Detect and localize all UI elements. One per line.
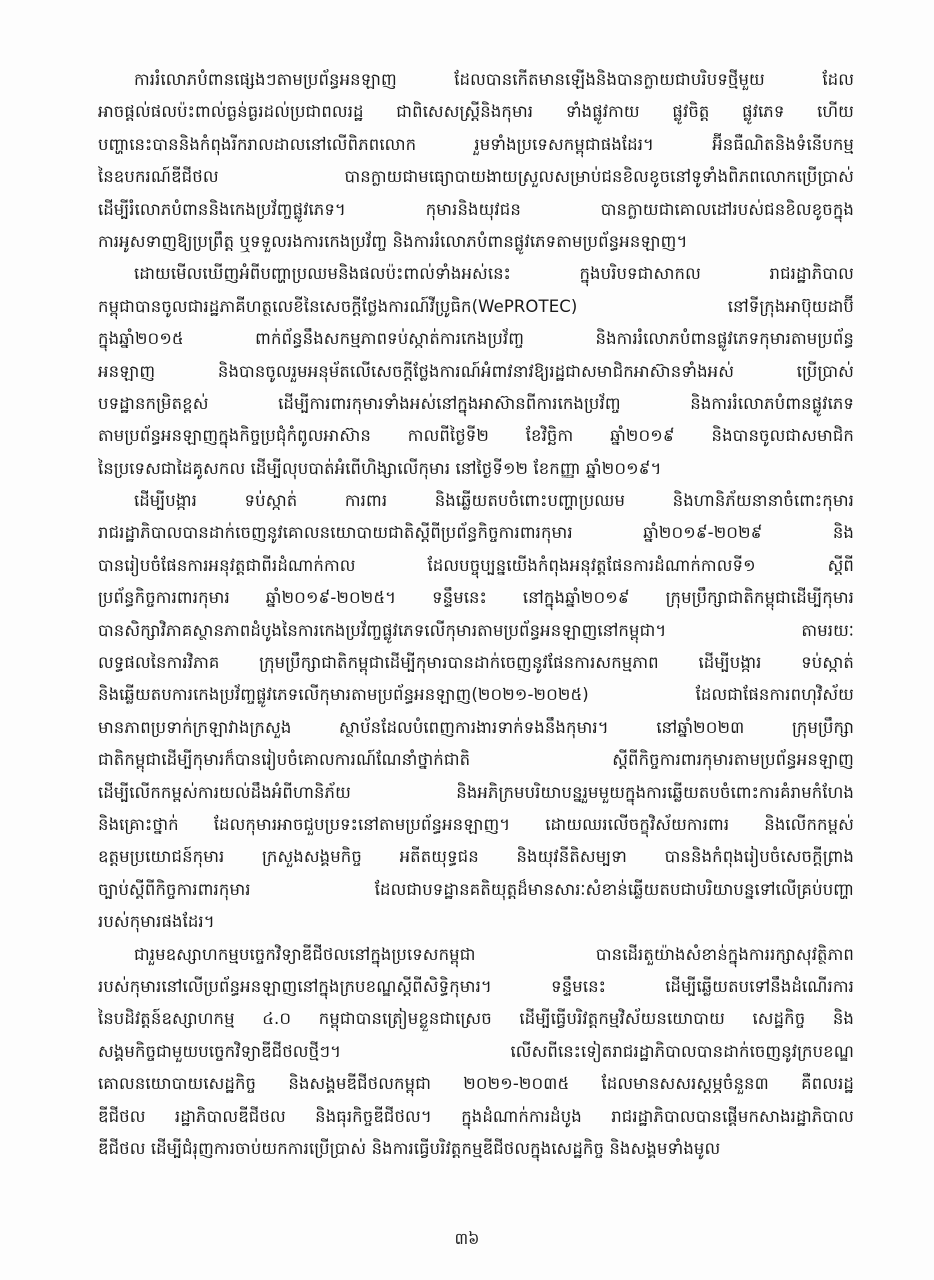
text-line: របស់កុមារផងដែរ។ — [98, 912, 215, 932]
text-line: ច្បាប់ស្តីពីកិច្ចការពារកុមារ ដែលជាបទដ្ឋានគតិយុត្តដ៏មានសារៈសំខាន់ឆ្លើយតបជាបរិយាបន្នទៅលើគ្រប់បញ្ហា — [98, 879, 854, 899]
page-number: ៣៦ — [454, 1229, 480, 1248]
text-line: សង្គមកិច្ចជាមួយបច្ចេកវិទ្យាឌីជីថលថ្មីៗ។ លើសពីនេះទៀតរាជរដ្ឋាភិបាលបានដាក់ចេញនូវក្របខណ្ឌ — [98, 1041, 854, 1061]
text-line: ដើម្បីលើកកម្ពស់ការយល់ដឹងអំពីហានិភ័យ និងអភិក្រមបរិយាបន្នរួមមួយក្នុងការឆ្លើយតបចំពោះការគំរាមកំហែង — [98, 782, 854, 802]
text-line: ឧត្តមប្រយោជន៍កុមារ ក្រសួងសង្គមកិច្ច អតីតយុទ្ធជន និងយុវនីតិសម្បទា បាននិងកំពុងរៀបចំសេចក្តីព្រាង — [98, 847, 854, 867]
text-line: និងឆ្លើយតបការកេងប្រវ័ញ្ចផ្លូវភេទលើកុមារតាមប្រព័ន្ធអនឡាញ(២០២១-២០២៥) ដែលជាផែនការពហុវិស័យ — [98, 685, 854, 705]
text-line: នៃឧបករណ៍ឌីជីថល បានក្លាយជាមធ្យោបាយងាយស្រួលសម្រាប់ជនខិលខូចនៅទូទាំងពិភពលោកប្រើប្រាស់ — [98, 167, 854, 187]
paragraph — [98, 485, 854, 938]
text-line: ដោយមើលឃើញអំពីបញ្ហាប្រឈមនិងផលប៉ះពាល់ទាំងអស់នេះ ក្នុងបរិបទជាសាកល រាជរដ្ឋាភិបាល — [134, 264, 854, 284]
text-line: អាចផ្តល់ផលប៉ះពាល់ធ្ងន់ធ្ងរដល់ប្រជាពលរដ្ឋ ជាពិសេសស្ត្រីនិងកុមារ ទាំងផ្លូវកាយ ផ្លូវចិត្ត ផ្លូវភេទ ហើយ — [98, 102, 854, 122]
text-line: អនឡាញ និងបានចូលរួមអនុម័តលើសេចក្តីថ្លែងការណ៍អំពាវនាវឱ្យរដ្ឋជាសមាជិកអាស៊ានទាំងអស់ ប្រើប្រាស់ — [98, 361, 854, 381]
text-line: កម្ពុជាបានចូលជារដ្ឋភាគីហត្ថលេខីនៃសេចក្តីថ្លែងការណ៍វីប្រូធិក(WePROTEC) នៅទីក្រុងអាប៊ុយដាប៊ី — [98, 296, 854, 316]
text-line: ឌីជីថល រដ្ឋាភិបាលឌីជីថល និងធុរកិច្ចឌីជីថល។ ក្នុងដំណាក់ការដំបូង រាជរដ្ឋាភិបាលបានផ្តើមកសាងរដ្ឋាភិបាល — [98, 1106, 854, 1126]
text-line: ជាតិកម្ពុជាដើម្បីកុមារក៏បានរៀបចំគោលការណ៍ណែនាំថ្នាក់ជាតិ ស្តីពីកិច្ចការពារកុមារតាមប្រព័ន្ធអនឡាញ — [98, 750, 854, 770]
text-line: បទដ្ឋានកម្រិតខ្ពស់ ដើម្បីការពារកុមារទាំងអស់នៅក្នុងអាស៊ានពីការកេងប្រវ័ញ្ច និងការរំលោភបំពានផ្លូវភេទ — [98, 393, 854, 413]
paragraph — [98, 258, 854, 485]
text-line: ប្រព័ន្ធកិច្ចការពារកុមារ ឆ្នាំ២០១៩-២០២៥។ ទន្ទឹមនេះ នៅក្នុងឆ្នាំ២០១៩ ក្រុមប្រឹក្សាជាតិកម្ពុជាដើម្បីកុមារ — [98, 588, 854, 608]
text-line: ឌីជីថល ដើម្បីជំរុញការចាប់យកការប្រើប្រាស់ និងការធ្វើបរិវត្តកម្មឌីជីថលក្នុងសេដ្ឋកិច្ច និងសង្គមទាំងមូល — [98, 1138, 721, 1158]
text-line: ជារួមឧស្សាហកម្មបច្ចេកវិទ្យាឌីជីថលនៅក្នុងប្រទេសកម្ពុជា បានដើរតួយ៉ាងសំខាន់ក្នុងការរក្សាសុវត្ថិភាព — [134, 944, 854, 964]
body-text — [98, 64, 854, 1165]
text-line: គោលនយោបាយសេដ្ឋកិច្ច និងសង្គមឌីជីថលកម្ពុជា ២០២១-២០៣៥ ដែលមានសសរស្តម្ភចំនួន៣ គឺពលរដ្ឋ — [98, 1074, 854, 1094]
text-line: បានសិក្សាវិភាគស្ថានភាពដំបូងនៃការកេងប្រវ័ញ្ចផ្លូវភេទលើកុមារតាមប្រព័ន្ធអនឡាញនៅកម្ពុជា។ តាមរយៈ — [98, 620, 854, 640]
text-line: បញ្ហានេះបាននិងកំពុងរីករាលដាលនៅលើពិភពលោក រួមទាំងប្រទេសកម្ពុជាផងដែរ។ អ៊ីនធឺណិតនិងទំនើបកម្ម — [98, 134, 854, 154]
text-line: និងគ្រោះថ្នាក់ ដែលកុមារអាចជួបប្រទះនៅតាមប្រព័ន្ធអនឡាញ។ ដោយឈរលើចក្ខុវិស័យការពារ និងលើកកម្ពស់ — [98, 814, 854, 834]
text-line: មានភាពប្រទាក់ក្រឡាវាងក្រសួង ស្ថាប័នដែលបំពេញការងារទាក់ទងនឹងកុមារ។ នៅឆ្នាំ២០២៣ ក្រុមប្រឹក្សា — [98, 717, 854, 737]
text-line: នៃបដិវត្តន៍ឧស្សាហកម្ម ៤.០ កម្ពុជាបានត្រៀមខ្លួនជាស្រេច ដើម្បីធ្វើបរិវត្តកម្មវិស័យនយោបាយ សេដ្ឋកិច្ច និង — [98, 1009, 854, 1029]
text-line: បានរៀបចំផែនការអនុវត្តជាពីរដំណាក់កាល ដែលបច្ចុប្បន្នយើងកំពុងអនុវត្តផែនការដំណាក់កាលទី១ ស្តីពី — [98, 555, 854, 575]
text-line: រាជរដ្ឋាភិបាលបានដាក់ចេញនូវគោលនយោបាយជាតិស្តីពីប្រព័ន្ធកិច្ចការពារកុមារ ឆ្នាំ២០១៩-២០២៩ និង — [98, 523, 854, 543]
text-line: តាមប្រព័ន្ធអនឡាញក្នុងកិច្ចប្រជុំកំពូលអាស៊ាន កាលពីថ្ងៃទី២ ខែវិច្ឆិកា ឆ្នាំ២០១៩ និងបានចូលជាសមាជិក — [98, 426, 854, 446]
text-line: ដើម្បីបង្ការ ទប់ស្កាត់ ការពារ និងឆ្លើយតបចំពោះបញ្ហាប្រឈម និងហានិភ័យនានាចំពោះកុមារ — [134, 491, 854, 511]
text-line: លទ្ធផលនៃការវិភាគ ក្រុមប្រឹក្សាជាតិកម្ពុជាដើម្បីកុមារបានដាក់ចេញនូវផែនការសកម្មភាព ដើម្បីបង្ការ ទប់ស្កាត់ — [98, 653, 854, 673]
text-line: ការអូសទាញឱ្យប្រព្រឹត្ត ឬទទួលរងការកេងប្រវ័ញ្ច និងការរំលោភបំពានផ្លូវភេទតាមប្រព័ន្ធអនឡាញ។ — [98, 231, 688, 251]
text-line: របស់កុមារនៅលើប្រព័ន្ធអនឡាញនៅក្នុងក្របខណ្ឌស្តីពីសិទ្ធិកុមារ។ ទន្ទឹមនេះ ដើម្បីឆ្លើយតបទៅនឹងដំណើរការ — [98, 976, 854, 996]
paragraph — [98, 64, 854, 258]
text-line: នៃប្រទេសជាដៃគូសកល ដើម្បីលុបបាត់អំពើហិង្សាលើកុមារ នៅថ្ងៃទី១២ ខែកញ្ញា ឆ្នាំ២០១៩។ — [98, 458, 662, 478]
text-line: ក្នុងឆ្នាំ២០១៥ ពាក់ព័ន្ធនឹងសកម្មភាពទប់ស្កាត់ការកេងប្រវ័ញ្ច និងការរំលោភបំពានផ្លូវភេទកុមារតាមប្រព័ន្ធ — [98, 329, 854, 349]
text-line: ដើម្បីរំលោភបំពាននិងកេងប្រវ័ញ្ចផ្លូវភេទ។ កុមារនិងយុវជន បានក្លាយជាគោលដៅរបស់ជនខិលខូចក្នុង — [98, 199, 854, 219]
paragraph — [98, 939, 854, 1166]
text-line: ការរំលោភបំពានផ្សេងៗតាមប្រព័ន្ធអនឡាញ ដែលបានកើតមានឡើងនិងបានក្លាយជាបរិបទថ្មីមួយ ដែល — [134, 70, 854, 89]
